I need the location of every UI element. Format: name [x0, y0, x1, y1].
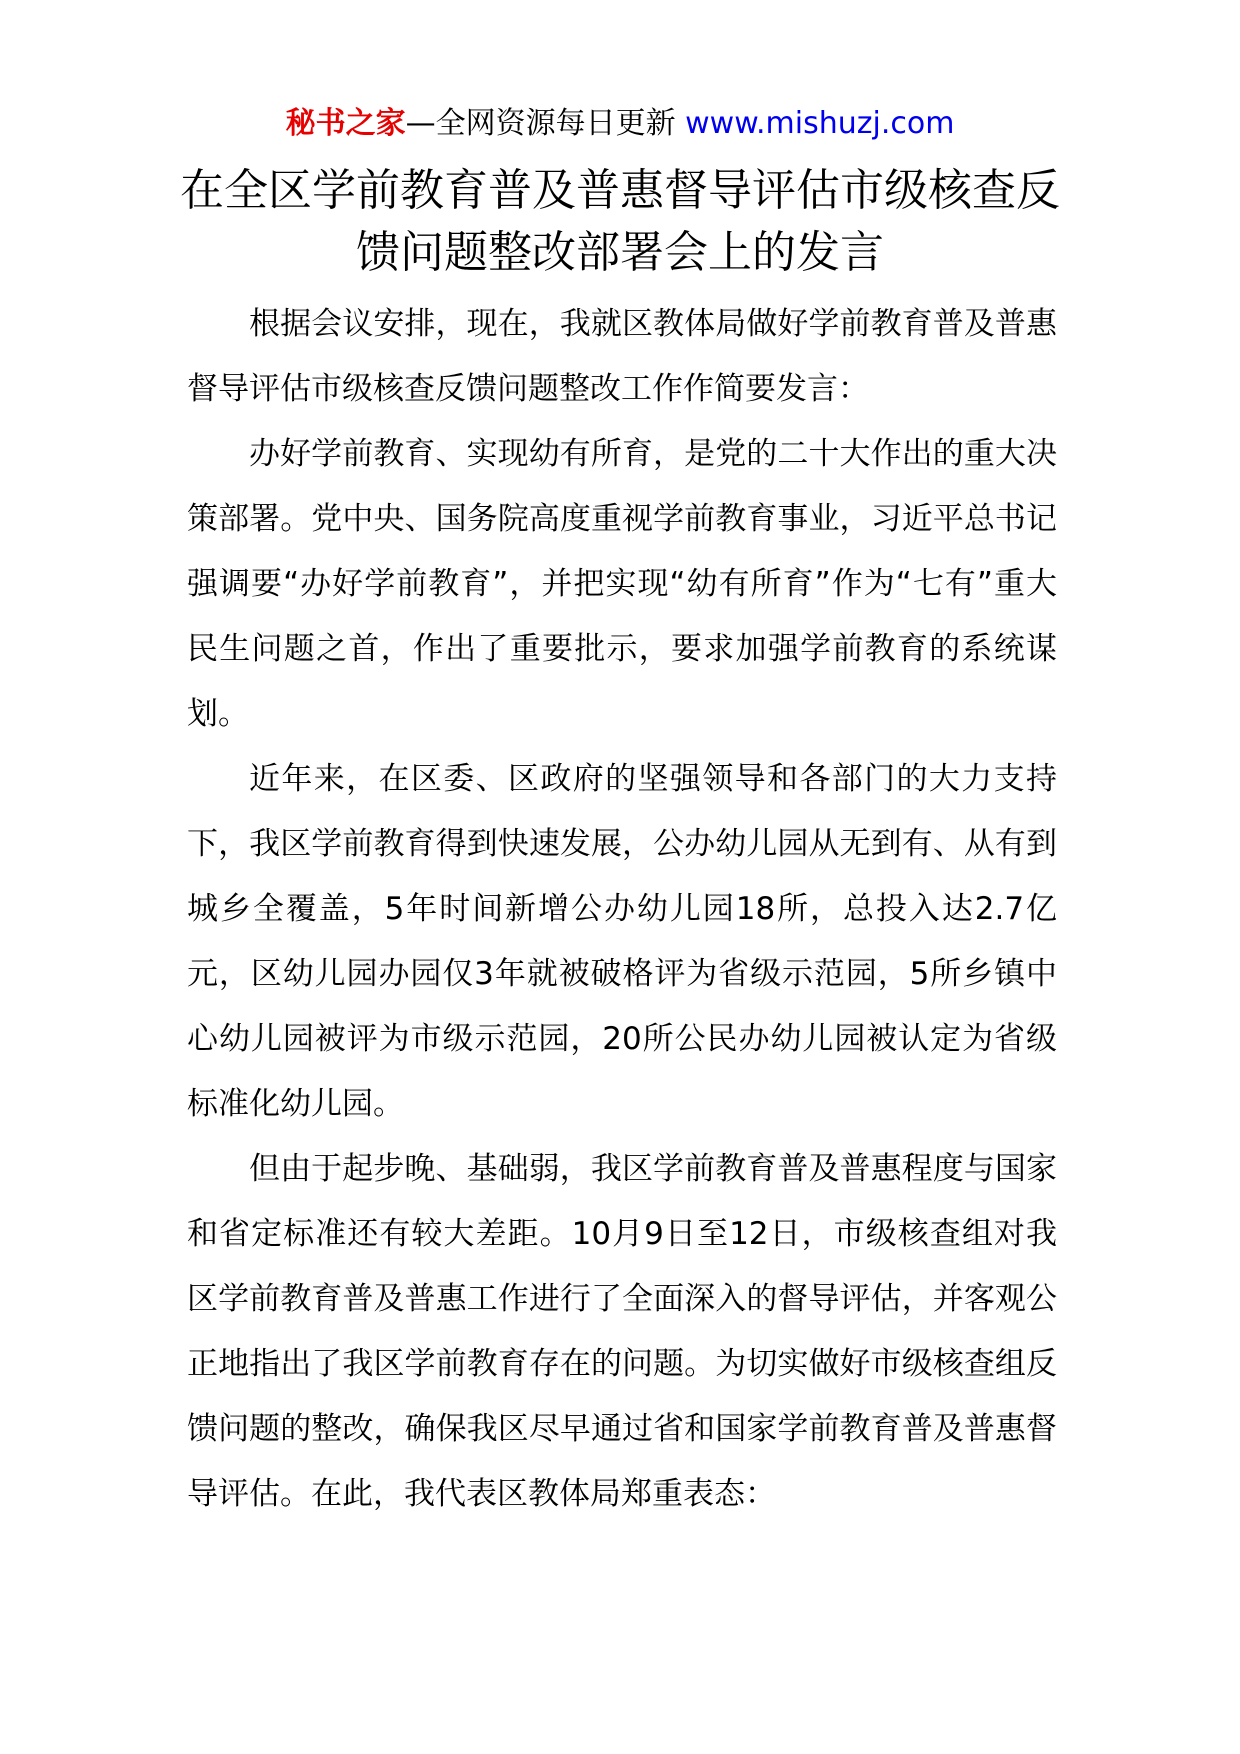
site-header [0, 102, 1240, 146]
brand-name: 秘书之家 [285, 106, 406, 141]
paragraph-significance: 办好学前教育、实现幼有所育，是党的二十大作出的重大决策部署。党中央、国务院高度重视学前教育事业，习近平总书记强调要“办好学前教育”，并把实现“幼有所育”作为“七有”重大民生问题之首，作出了重要批示，要求加强学前教育的系统谋划。 [187, 436, 1057, 732]
document-body [187, 292, 1057, 1527]
paragraph-intro: 根据会议安排，现在，我就区教体局做好学前教育普及普惠督导评估市级核查反馈问题整改工作作简要发言： [187, 306, 1057, 407]
document-title: 在全区学前教育普及普惠督导评估市级核查反馈问题整改部署会上的发言 [180, 165, 1060, 278]
paragraph-achievements: 近年来，在区委、区政府的坚强领导和各部门的大力支持下，我区学前教育得到快速发展，公办幼儿园从无到有、从有到城乡全覆盖，5年时间新增公办幼儿园18所，总投入达2.7亿元，区幼儿园办园仅3年就被破格评为省级示范园，5所乡镇中心幼儿园被评为市级示范园，20所公民办幼儿园被认定为省级标准化幼儿园。 [187, 761, 1057, 1122]
paragraph-problems: 但由于起步晚、基础弱，我区学前教育普及普惠程度与国家和省定标准还有较大差距。10月9日至12日，市级核查组对我区学前教育普及普惠工作进行了全面深入的督导评估，并客观公正地指出了我区学前教育存在的问题。为切实做好市级核查组反馈问题的整改，确保我区尽早通过省和国家学前教育普及普惠督导评估。在此，我代表区教体局郑重表态： [187, 1151, 1057, 1512]
header-tagline: —全网资源每日更新 [405, 106, 686, 141]
site-url-link[interactable]: www.mishuzj.com [685, 106, 955, 141]
